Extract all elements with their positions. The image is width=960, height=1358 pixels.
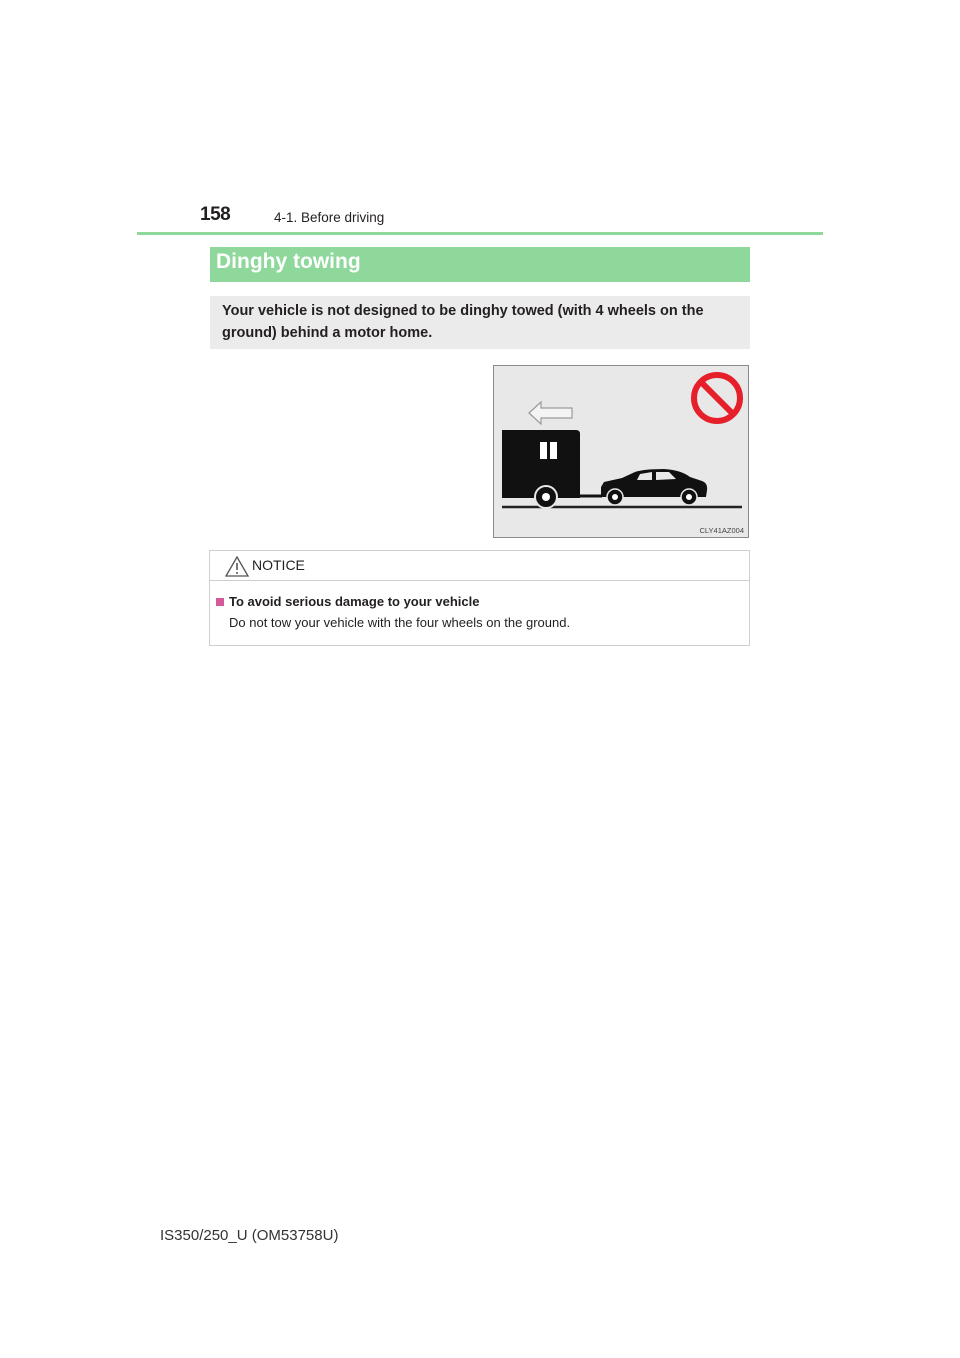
notice-title-row — [216, 594, 479, 609]
bullet-square-icon — [216, 598, 224, 606]
left-arrow-icon — [529, 402, 572, 424]
intro-text: Your vehicle is not designed to be dinghy towed (with 4 wheels on the ground) behind a motor home. — [222, 303, 704, 341]
footer-model-code: IS350/250_U (OM53758U) — [160, 1227, 339, 1244]
prohibited-icon — [694, 375, 740, 421]
notice-title: To avoid serious damage to your vehicle — [229, 594, 480, 609]
section-title: Dinghy towing — [216, 250, 361, 273]
page-number: 158 — [200, 204, 231, 225]
intro-box — [210, 296, 750, 349]
notice-body: Do not tow your vehicle with the four wheels on the ground. — [229, 615, 571, 630]
car — [601, 469, 707, 505]
towing-illustration — [493, 365, 749, 538]
section-label: 4-1. Before driving — [274, 210, 385, 225]
section-title-bar — [210, 247, 750, 282]
header-divider — [137, 232, 823, 235]
motor-home — [502, 430, 580, 508]
notice-header — [210, 551, 749, 581]
notice-box — [209, 550, 750, 646]
notice-heading: NOTICE — [252, 557, 305, 573]
figure-code: CLY41AZ004 — [699, 526, 744, 535]
warning-triangle-icon — [225, 556, 249, 577]
towing-scene — [494, 366, 750, 539]
